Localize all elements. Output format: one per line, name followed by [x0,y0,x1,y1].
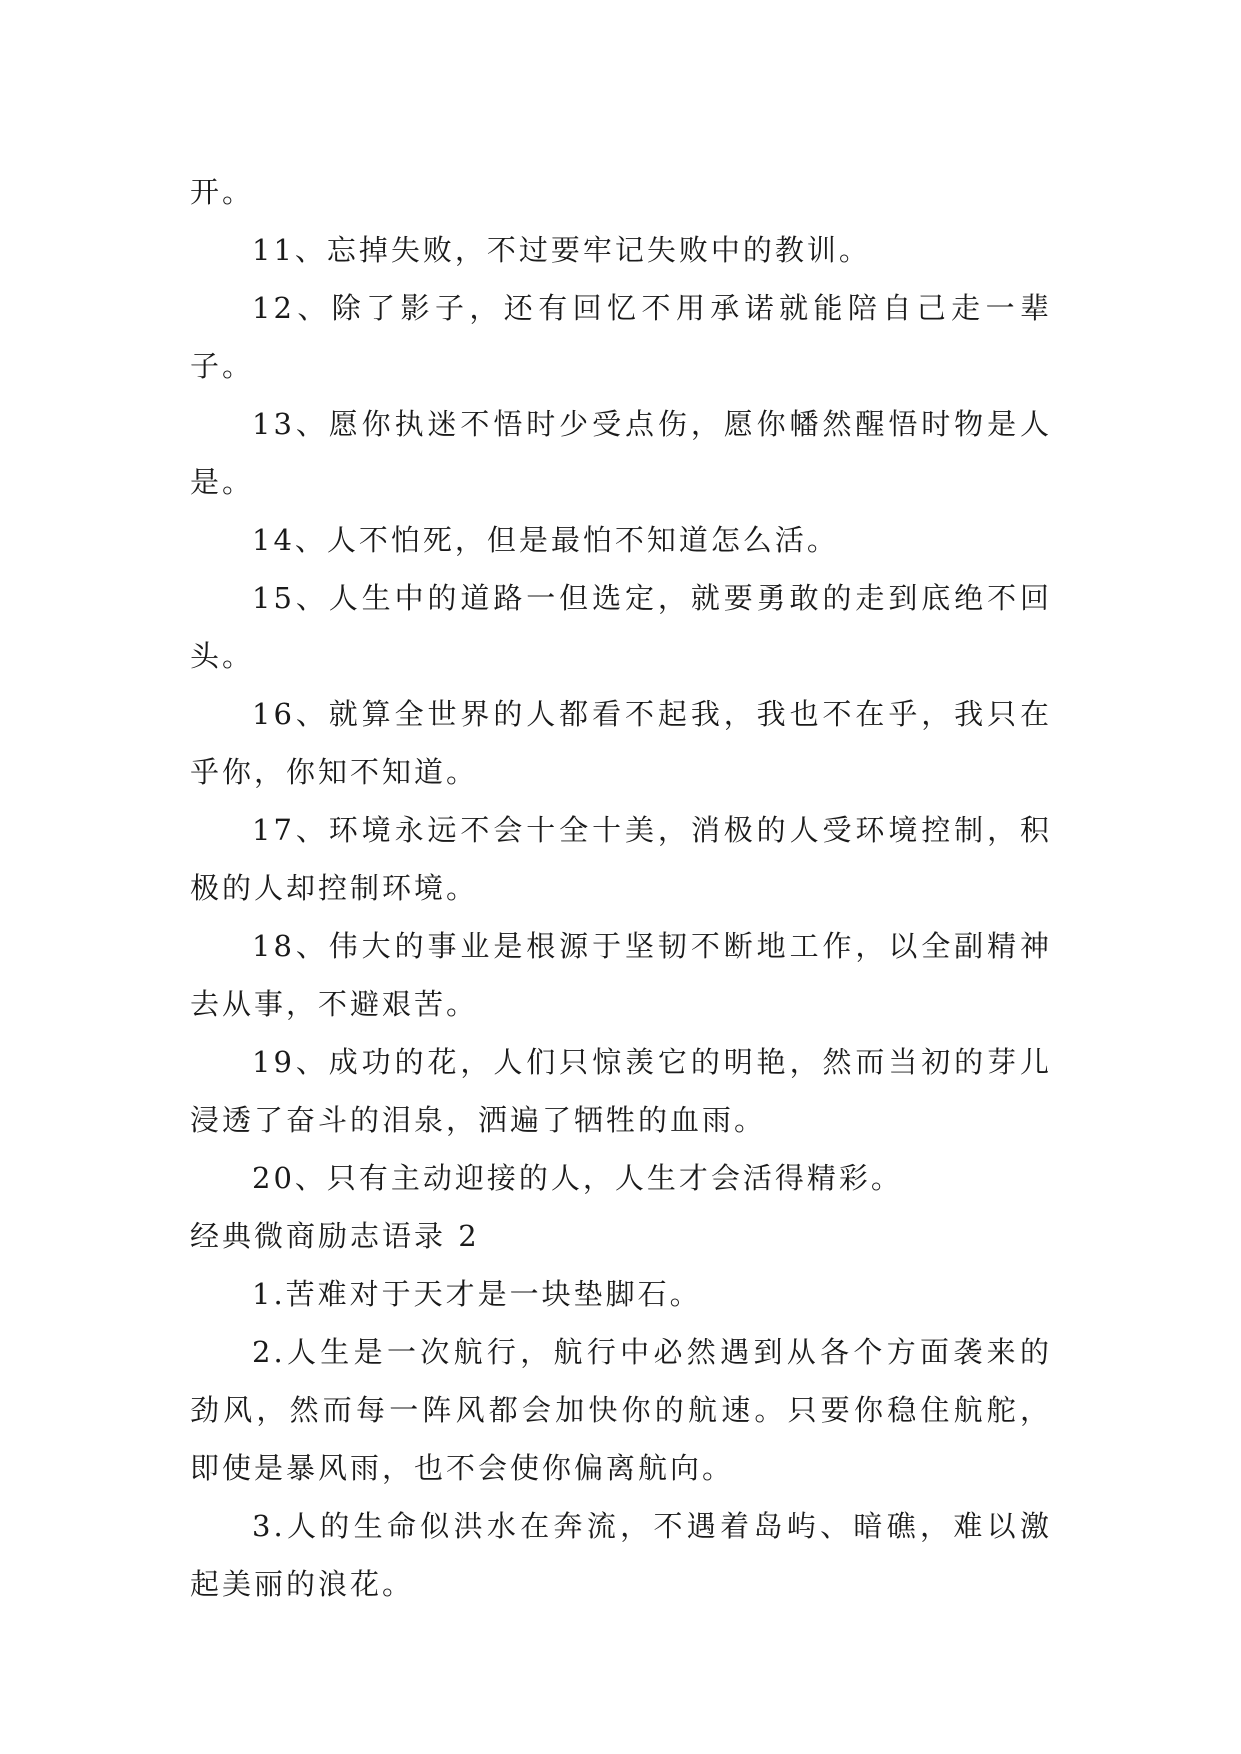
list-item: 3.人的生命似洪水在奔流，不遇着岛屿、暗礁，难以激起美丽的浪花。 [190,1509,1052,1601]
list-item: 18、伟大的事业是根源于坚韧不断地工作，以全副精神去从事，不避艰苦。 [190,929,1052,1021]
list-item: 12、除了影子，还有回忆不用承诺就能陪自己走一辈子。 [190,291,1052,383]
list-item: 11、忘掉失败，不过要牢记失败中的教训。 [252,233,871,267]
list-item: 19、成功的花，人们只惊羡它的明艳，然而当初的芽儿浸透了奋斗的泪泉，洒遍了牺牲的血雨。 [190,1045,1052,1137]
document-body [190,163,1052,1613]
section-heading: 经典微商励志语录 2 [190,1219,480,1253]
list-item: 16、就算全世界的人都看不起我，我也不在乎，我只在乎你，你知不知道。 [190,697,1052,789]
list-item: 15、人生中的道路一但选定，就要勇敢的走到底绝不回头。 [190,581,1052,673]
list-item: 13、愿你执迷不悟时少受点伤，愿你幡然醒悟时物是人是。 [190,407,1052,499]
list-item: 2.人生是一次航行，航行中必然遇到从各个方面袭来的劲风，然而每一阵风都会加快你的航速。只要你稳住航舵，即使是暴风雨，也不会使你偏离航向。 [190,1335,1052,1485]
list-item: 20、只有主动迎接的人，人生才会活得精彩。 [252,1161,903,1195]
continuation-text: 开。 [190,175,255,209]
list-item: 14、人不怕死，但是最怕不知道怎么活。 [252,523,839,557]
list-item: 17、环境永远不会十全十美，消极的人受环境控制，积极的人却控制环境。 [190,813,1052,905]
list-item: 1.苦难对于天才是一块垫脚石。 [252,1277,702,1311]
